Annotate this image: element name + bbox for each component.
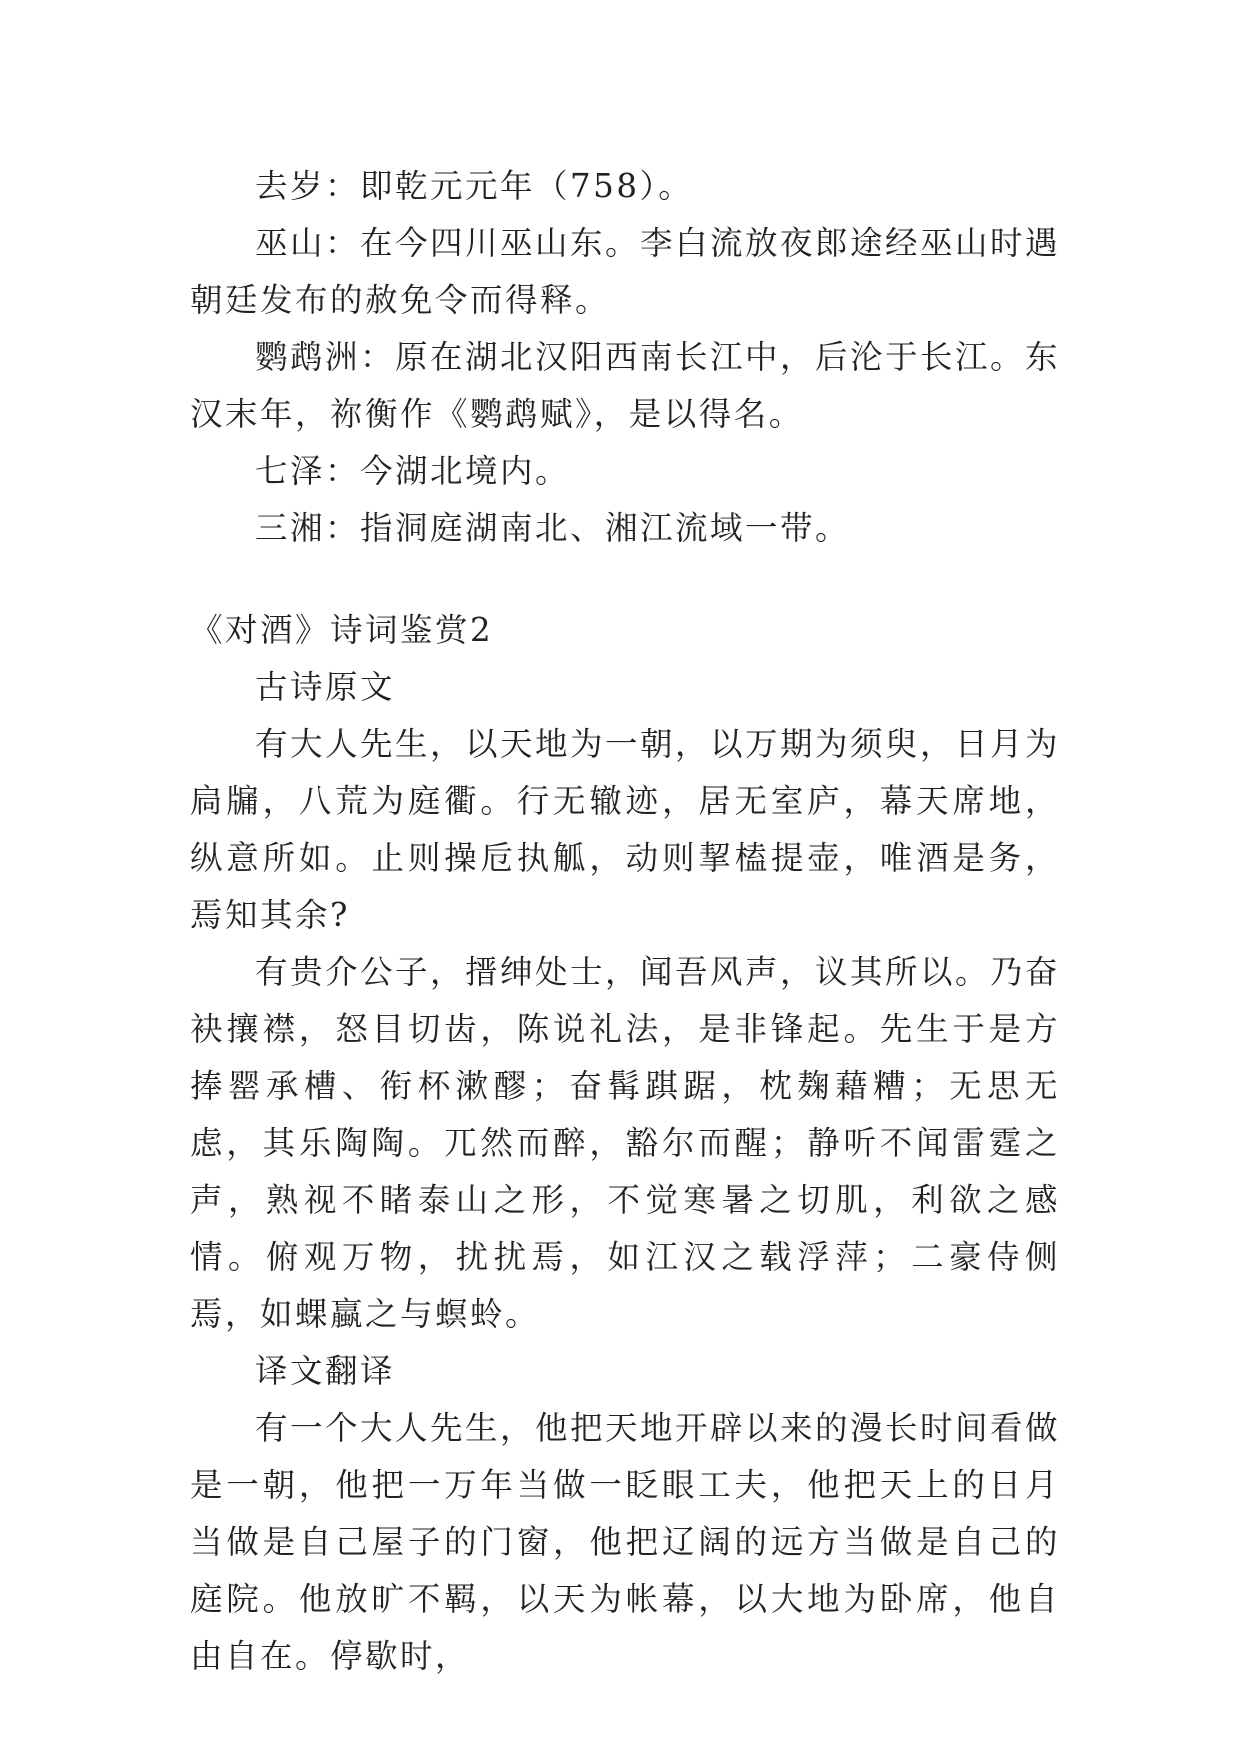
translation-paragraph: 有一个大人先生，他把天地开辟以来的漫长时间看做是一朝，他把一万年当做一眨眼工夫，他把天上的日月当做是自己屋子的门窗，他把辽阔的远方当做是自己的庭院。他放旷不羁，以天为帐幕，以大地为卧席，他自由自在。停歇时， [190, 1409, 1061, 1675]
original-heading: 古诗原文 [255, 668, 396, 706]
note-qusui: 去岁：即乾元元年（758）。 [255, 167, 694, 205]
note-sanxiang: 三湘：指洞庭湖南北、湘江流域一带。 [255, 509, 851, 547]
note-yingwuzhou: 鹦鹉洲：原在湖北汉阳西南长江中，后沦于长江。东汉末年，祢衡作《鹦鹉赋》，是以得名。 [190, 338, 1061, 433]
document-body [190, 158, 1060, 1685]
original-paragraph: 有贵介公子，搢绅处士，闻吾风声，议其所以。乃奋袂攘襟，怒目切齿，陈说礼法，是非锋起。先生于是方捧罂承槽、衔杯漱醪；奋髯踑踞，枕麹藉糟；无思无虑，其乐陶陶。兀然而醉，豁尔而醒；静听不闻雷霆之声，熟视不睹泰山之形，不觉寒暑之切肌，利欲之感情。俯观万物，扰扰焉，如江汉之载浮萍；二豪侍侧焉，如蜾蠃之与螟蛉。 [190, 953, 1061, 1333]
section-title: 《对酒》诗词鉴赏2 [190, 611, 494, 649]
note-wushan: 巫山：在今四川巫山东。李白流放夜郎途经巫山时遇朝廷发布的赦免令而得释。 [190, 224, 1061, 319]
note-qize: 七泽：今湖北境内。 [255, 452, 571, 490]
original-paragraph: 有大人先生，以天地为一朝，以万期为须臾，日月为扃牖，八荒为庭衢。行无辙迹，居无室庐，幕天席地，纵意所如。止则操卮执觚，动则挈榼提壶，唯酒是务，焉知其余? [190, 725, 1061, 934]
translation-heading: 译文翻译 [255, 1352, 396, 1390]
